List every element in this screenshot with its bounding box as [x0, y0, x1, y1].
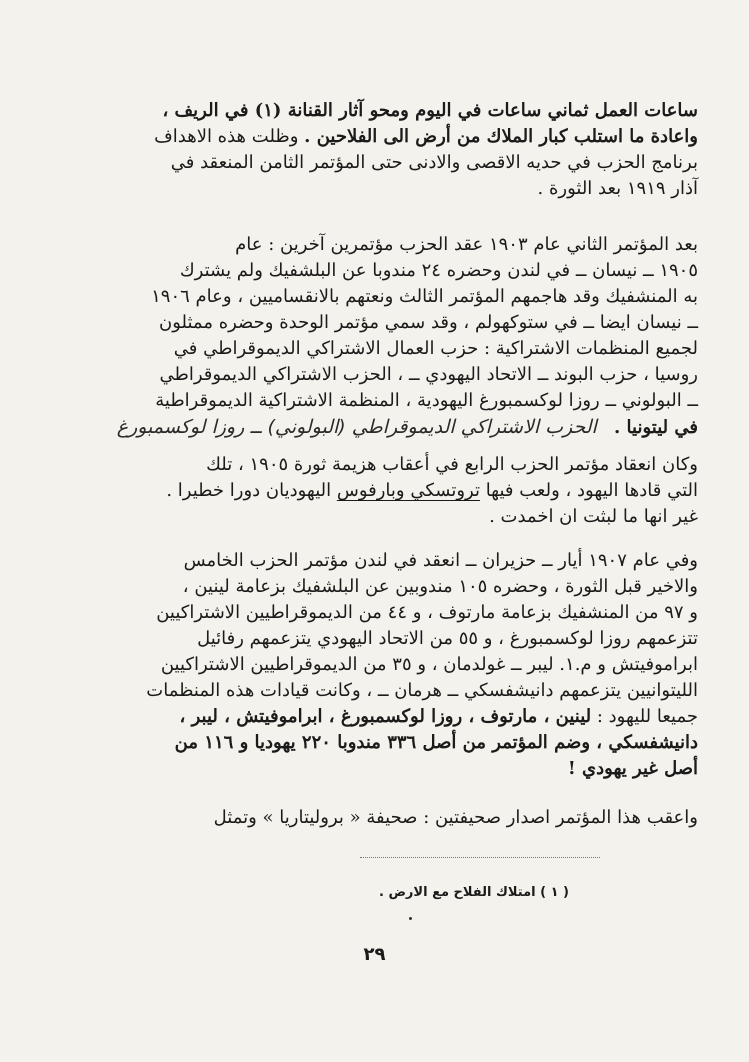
paragraph-2-line: ــ البولوني ــ روزا لوكسمبورغ اليهودية ، المنظمة الاشتراكية الديموقراطية: [155, 390, 698, 411]
paragraph-1-line-2-rest: وظلت هذه الاهداف: [154, 126, 305, 147]
paragraph-3-line-1: وكان انعقاد مؤتمر الحزب الرابع في أعقاب هزيمة ثورة ١٩٠٥ ، تلك: [206, 454, 698, 475]
paragraph-4-line-7: [50, 704, 698, 730]
paragraph-4-line: تتزعمهم روزا لوكسمبورغ ، و ٥٥ من الاتحاد اليهودي يتزعمهم رفائيل: [197, 628, 698, 649]
paragraph-1-line-3: برنامج الحزب في حديه الاقصى والادنى حتى المؤتمر الثامن المنعقد في: [170, 152, 698, 173]
paragraph-5-line-1: واعقب هذا المؤتمر اصدار صحيفتين : صحيفة « بروليتاريا » وتمثل: [213, 807, 698, 828]
print-speck: [409, 917, 412, 920]
paragraph-2-line: روسيا ، حزب البوند ــ الاتحاد اليهودي ــ ، الحزب الاشتراكي الديموقراطي: [159, 364, 698, 385]
paragraph-1-line-1: ساعات العمل ثماني ساعات في اليوم ومحو آثار القنانة (١) في الريف ،: [162, 100, 698, 121]
paragraph-1-line-2-bold: واعادة ما استلب كبار الملاك من أرض الى الفلاحين .: [304, 126, 698, 147]
underlined-names: تروتسكي وبارفوس: [336, 480, 480, 501]
paragraph-3-line-2: [50, 478, 698, 504]
paragraph-4-line: ابراموفيتش و م.١. ليبر ــ غولدمان ، و ٣٥ من الديموقراطيين الاشتراكيين: [160, 654, 698, 675]
paragraph-4-bold-line: دانيشفسكي ، وضم المؤتمر من أصل ٣٣٦ مندوبا ٢٢٠ يهوديا و ١١٦ من: [174, 732, 698, 753]
paragraph-2-line: لجميع المنظمات الاشتراكية : حزب العمال الاشتراكي الديموقراطي في: [173, 338, 698, 359]
paragraph-4-line: الليتوانيين يتزعمهم دانيشفسكي ــ هرمان ــ ، وكانت قيادات هذه المنظمات: [146, 680, 698, 701]
paragraph-2: [50, 232, 698, 441]
paragraph-4: [50, 548, 698, 782]
paragraph-4-bold-line: أصل غير يهودي !: [567, 758, 698, 779]
paragraph-4-line-7-normal: جميعا لليهود :: [591, 706, 698, 727]
paragraph-2-line: بعد المؤتمر الثاني عام ١٩٠٣ عقد الحزب مؤتمرين آخرين : عام: [235, 234, 698, 255]
paragraph-2-last-line: [50, 414, 698, 441]
paragraph-4-line: و ٩٧ من المنشفيك بزعامة مارتوف ، و ٤٤ من الديموقراطيين الاشتراكيين: [156, 602, 698, 623]
handwritten-annotation: الحزب الاشتراكي الديموقراطي (البولوني) ــ روزا لوكسمبورغ: [116, 416, 597, 438]
paragraph-2-line: ــ نيسان ايضا ــ في ستوكهولم ، وقد سمي مؤتمر الوحدة وحضره ممثلون: [159, 312, 698, 333]
paragraph-2-last-line-text: في ليتونيا .: [614, 417, 698, 438]
paragraph-2-line: ١٩٠٥ ــ نيسان ــ في لندن وحضره ٢٤ مندوبا عن البلشفيك ولم يشترك: [179, 260, 698, 281]
paragraph-1-line-2: [50, 124, 698, 150]
paragraph-3-line-2-after: اليهوديان دورا خطيرا .: [166, 480, 337, 501]
paragraph-3: [50, 452, 698, 530]
paragraph-4-line: وفي عام ١٩٠٧ أيار ــ حزيران ــ انعقد في لندن مؤتمر الحزب الخامس: [183, 550, 698, 571]
paragraph-2-line: به المنشفيك وقد هاجمهم المؤتمر الثالث ونعتهم بالانقساميين ، وعام ١٩٠٦: [151, 286, 698, 307]
footnote: ( ١ ) امتلاك الفلاح مع الارض .: [378, 885, 569, 900]
paragraph-1-line-4: آذار ١٩١٩ بعد الثورة .: [537, 178, 698, 199]
paragraph-3-line-2-before: التي قادها اليهود ، ولعب فيها: [479, 480, 698, 501]
page-number: ٢٩: [363, 944, 386, 965]
paragraph-3-line-3: غير انها ما لبثت ان اخمدت .: [489, 506, 698, 527]
paragraph-5: [50, 805, 698, 831]
paragraph-4-line-7-bold: لينين ، مارتوف ، روزا لوكسمبورغ ، ابراموفيتش ، ليبر ،: [179, 706, 592, 727]
paragraph-4-line: والاخير قبل الثورة ، وحضره ١٠٥ مندوبين عن البلشفيك بزعامة لينين ،: [182, 576, 698, 597]
paragraph-1: [50, 98, 698, 202]
footnote-divider: [360, 857, 600, 858]
